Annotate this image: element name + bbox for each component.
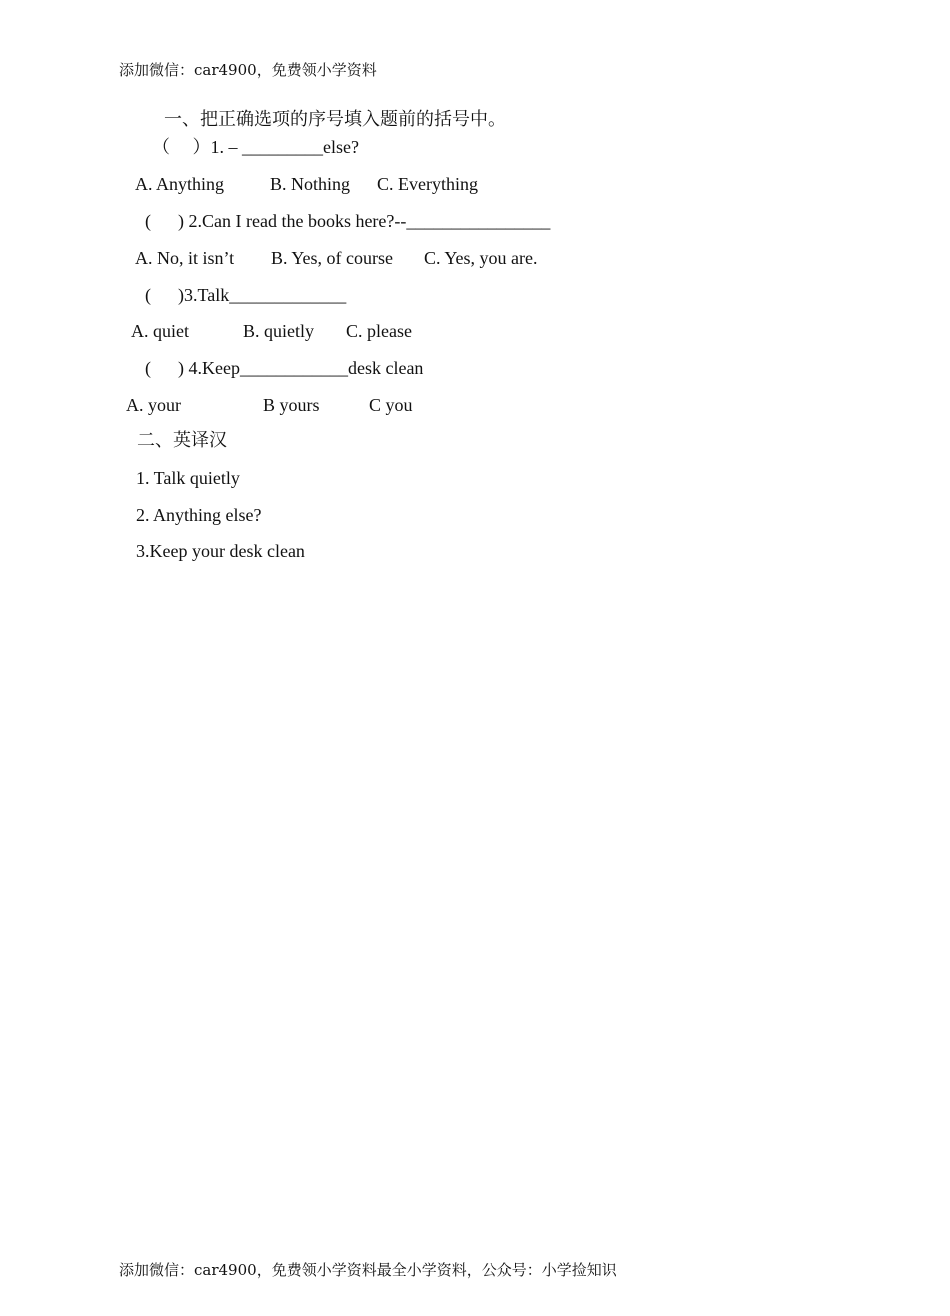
footer-note: 添加微信：car4900，免费领小学资料最全小学资料，公众号：小学捡知识 [119, 1261, 617, 1279]
question-3-option-b: B. quietly [243, 321, 314, 341]
question-4-stem: ( ) 4.Keep____________desk clean [145, 358, 424, 378]
question-3-option-a: A. quiet [131, 321, 189, 341]
question-2-option-a: A. No, it isn’t [135, 248, 235, 268]
question-2-stem: ( ) 2.Can I read the books here?--________________ [145, 211, 551, 231]
question-2-option-c: C. Yes, you are. [424, 248, 538, 268]
question-4-option-c: C you [369, 395, 413, 415]
question-1-option-b: B. Nothing [270, 174, 351, 194]
question-4-option-b: B yours [263, 395, 320, 415]
question-2-option-b: B. Yes, of course [271, 248, 394, 268]
question-1-option-c: C. Everything [377, 174, 478, 194]
question-1-option-a: A. Anything [135, 174, 225, 194]
question-1-stem: （ ）1. – _________else? [152, 137, 359, 157]
question-4-option-a: A. your [126, 395, 181, 415]
section2-title: 二、英译汉 [137, 430, 227, 451]
translation-item-1: 1. Talk quietly [136, 468, 240, 488]
header-note: 添加微信：car4900，免费领小学资料 [119, 61, 377, 79]
question-3-option-c: C. please [346, 321, 412, 341]
translation-item-2: 2. Anything else? [136, 505, 262, 525]
section1-title: 一、把正确选项的序号填入题前的括号中。 [164, 109, 506, 130]
question-3-stem: ( )3.Talk_____________ [145, 285, 347, 305]
translation-item-3: 3.Keep your desk clean [136, 541, 305, 561]
